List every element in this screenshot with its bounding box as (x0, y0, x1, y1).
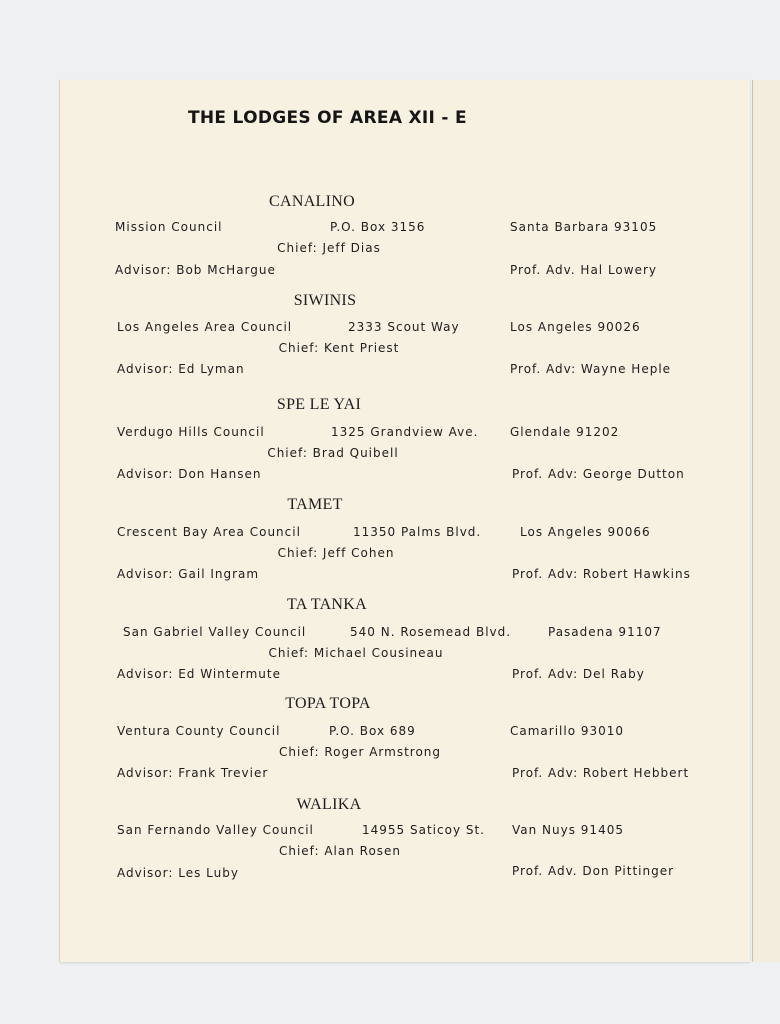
lodge-chief: Chief: Alan Rosen (278, 844, 402, 858)
lodge-address: 11350 Palms Blvd. (353, 525, 482, 539)
lodge-prof-advisor: Prof. Adv: Robert Hebbert (512, 766, 690, 780)
lodge-city: Pasadena 91107 (548, 625, 662, 639)
lodge-advisor: Advisor: Bob McHargue (115, 263, 276, 277)
lodge-name-siwinis: SIWINIS (293, 292, 357, 309)
lodge-address: P.O. Box 689 (329, 724, 416, 738)
lodge-council: San Gabriel Valley Council (123, 625, 307, 639)
lodge-prof-advisor: Prof. Adv. Hal Lowery (510, 263, 658, 277)
lodge-advisor: Advisor: Ed Lyman (117, 362, 245, 376)
lodge-chief: Chief: Jeff Dias (277, 241, 381, 255)
lodge-prof-advisor: Prof. Adv: George Dutton (512, 467, 685, 481)
lodge-chief: Chief: Brad Quibell (267, 446, 399, 460)
lodge-city: Van Nuys 91405 (512, 823, 624, 837)
lodge-name-topa-topa: TOPA TOPA (285, 695, 371, 712)
lodge-city: Los Angeles 90026 (510, 320, 641, 334)
lodge-city: Santa Barbara 93105 (510, 220, 658, 234)
lodge-city: Camarillo 93010 (510, 724, 625, 738)
lodge-prof-advisor: Prof. Adv: Wayne Heple (510, 362, 672, 376)
lodge-chief: Chief: Michael Cousineau (268, 646, 444, 660)
lodge-council: Crescent Bay Area Council (117, 525, 301, 539)
lodge-name-canalino: CANALINO (269, 193, 355, 210)
lodge-council: Los Angeles Area Council (117, 320, 293, 334)
lodge-address: 14955 Saticoy St. (362, 823, 485, 837)
lodge-address: P.O. Box 3156 (330, 220, 426, 234)
lodge-advisor: Advisor: Frank Trevier (117, 766, 269, 780)
lodge-chief: Chief: Jeff Cohen (277, 546, 395, 560)
lodge-city: Glendale 91202 (510, 425, 620, 439)
page-title: THE LODGES OF AREA XII - E (188, 108, 467, 128)
lodge-name-walika: WALIKA (296, 796, 362, 813)
lodge-address: 540 N. Rosemead Blvd. (350, 625, 512, 639)
lodge-chief: Chief: Kent Priest (278, 341, 400, 355)
lodge-council: San Fernando Valley Council (117, 823, 314, 837)
lodge-advisor: Advisor: Les Luby (117, 866, 239, 880)
next-page-edge (752, 80, 780, 962)
lodge-address: 1325 Grandview Ave. (331, 425, 479, 439)
lodge-council: Ventura County Council (117, 724, 281, 738)
lodge-address: 2333 Scout Way (348, 320, 460, 334)
lodge-name-ta-tanka: TA TANKA (287, 596, 367, 613)
lodge-name-spe-le-yai: SPE LE YAI (276, 396, 362, 413)
lodge-council: Verdugo Hills Council (117, 425, 265, 439)
lodge-council: Mission Council (115, 220, 223, 234)
lodge-advisor: Advisor: Don Hansen (117, 467, 262, 481)
lodge-city: Los Angeles 90066 (520, 525, 651, 539)
lodge-name-tamet: TAMET (287, 496, 343, 513)
lodge-prof-advisor: Prof. Adv: Robert Hawkins (512, 567, 691, 581)
lodge-advisor: Advisor: Gail Ingram (117, 567, 260, 581)
lodge-advisor: Advisor: Ed Wintermute (117, 667, 281, 681)
lodge-prof-advisor: Prof. Adv. Don Pittinger (512, 864, 675, 878)
lodge-prof-advisor: Prof. Adv: Del Raby (512, 667, 645, 681)
lodge-chief: Chief: Roger Armstrong (278, 745, 442, 759)
